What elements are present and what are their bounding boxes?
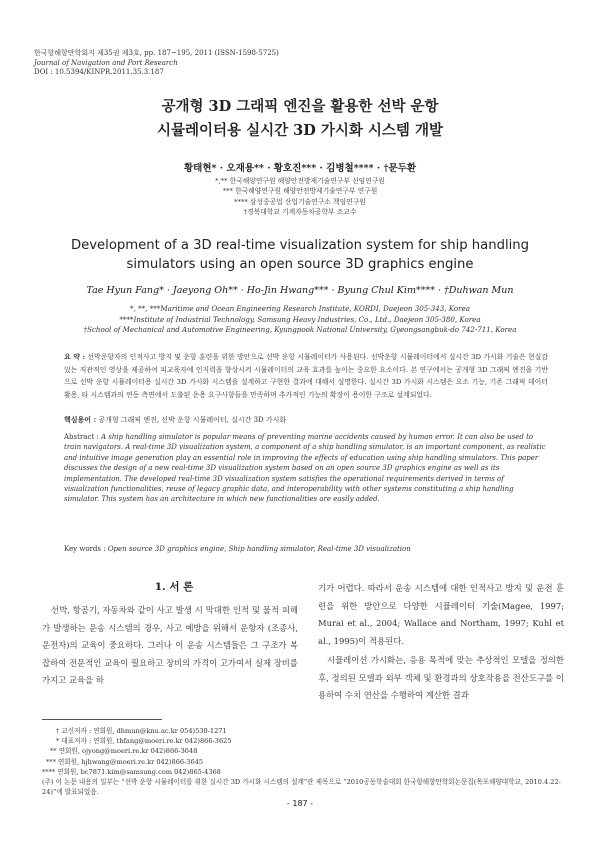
- page-number: - 187 -: [286, 799, 314, 808]
- footnotes: [42, 726, 562, 797]
- footnote: * 대표저자 : 연회원, thfang@moeri.re.kr 042)866-3625: [56, 737, 232, 746]
- footnote-divider: [42, 719, 162, 720]
- footnote: ** 연회원, ojyong@moeri.re.kr 042)866-3648: [50, 747, 198, 756]
- abstract-ko: [64, 351, 548, 401]
- keywords-ko-label: 핵심용어 :: [64, 415, 97, 424]
- affiliation-ko: *,** 한국해양연구원 해양안전방제기술연구부 선임연구원: [215, 177, 385, 185]
- abstract-en-label: Abstract :: [64, 433, 99, 441]
- keywords-en: [64, 545, 411, 553]
- affiliations-ko: [0, 176, 600, 217]
- affiliation-ko: *** 한국해양연구원 해양안전방제기술연구부 연구원: [222, 187, 378, 196]
- keywords-en-label: Key words :: [64, 545, 106, 553]
- title-en-line1: Development of a 3D real-time visualization system for ship handling: [70, 238, 530, 253]
- journal-citation: 한국항해항만학회지 제35권 제3호, pp. 187~195, 2011 (ISSN-1598-5725): [34, 49, 279, 57]
- footnote: *** 연회원, hjhwang@moeri.re.kr 042)866-3645: [46, 757, 204, 766]
- affiliation-en: ****Institute of Industrial Technology, Samsung Heavy Industries, Co., Ltd., Daejeon 305-380, Korea: [119, 314, 481, 324]
- body-right-paragraph-1: 기가 어렵다. 따라서 운송 시스템에 대한 인적사고 방지 및 운전 훈련을 위한 방안으로 다양한 시뮬레이터 기술(Magee, 1997; Murai et al., 2004; Wallace and Northam, 1997; Kuhl et al., 1995)이 적용된다.: [318, 583, 564, 646]
- footnote: **** 연회원, bc7871.kim@samsung.com 042)865-4368: [42, 767, 221, 776]
- affiliation-en: *, **, ***Maritime and Ocean Engineering Research Institute, KORDI, Daejeon 305-343, Korea: [130, 304, 470, 313]
- abstract-en: [64, 432, 548, 505]
- abstract-en-text: A ship handling simulator is popular means of preventing marine accidents caused by human error. It can also be used to train navigators. A real-time 3D visualization system, a component of a ship handling simulator, is an important component, as realistic and intuitive image generation play an essential role in improving the effects of education using ship handling simulators. This paper discusses the design of a new real-time 3D visualization system based on an open source 3D graphics engine as well as its implementation. The developed real-time 3D visualization system satisfies the operational requirements derived in terms of visualization functionalities, reuse of legacy graphic data, and interoperability with other systems constituting a ship handling simulator. This system has an architecture in which new functionalities are easily added.: [64, 433, 546, 504]
- title-en-line2: simulators using an open source 3D graphics engine: [126, 257, 474, 272]
- body-left-paragraph: 선박, 항공기, 자동차와 같이 사고 발생 시 막대한 인적 및 물적 피해가 발생하는 운송 시스템의 경우, 사고 예방을 위해서 운항자 (조종사, 운전자)의 교육이 중요하다. 그러나 이 운송 시스템들은 그 구조가 복잡하여 전문적인 교육이 필요하고 장비의 가격이 고가여서 실제 장비를 가지고 교육을 하: [42, 605, 298, 686]
- doi: DOI : 10.5394/KINPR.2011.35.3.187: [34, 68, 164, 76]
- body-right-paragraph-2: 시뮬레이션 가시화는, 응용 목적에 맞는 추상적인 모델을 정의한 후, 정의된 모델과 외부 객체 및 환경과의 상호작용을 전산도구를 이용하여 수치 연산을 수행하여 계산한 결과: [318, 655, 564, 701]
- keywords-ko: [64, 415, 286, 425]
- footnote: † 교신저자 : 연회원, dhmun@knu.ac.kr 054)530-1271: [56, 727, 227, 735]
- affiliation-ko: †경북대학교 기계자동차공학부 조교수: [243, 207, 357, 216]
- abstract-ko-text: 선박운항자의 인적사고 방지 및 운항 훈련을 위한 방안으로 선박 운항 시뮬레이터가 사용된다. 선박운항 시뮬레이터에서 실시간 3D 가시화 기술은 현실감 있는 직관적인 영상을 제공하여 피교육자에 인지력을 향상시켜 시뮬레이터의 교육 효과를 높이는 중요한 요소이다. 본 연구에서는 공개형 3D 그래픽 엔진을 기반으로 선박 운항 시뮬레이터용 실시간 3D 가시화 시스템을 설계하고 구현한 결과에 대해서 설명한다. 실시간 3D 가시화 시스템은 요소 기능, 기존 그래픽 데이터 활용, 타 시스템과의 연동 측면에서 도출된 운용 요구사항들을 만족하며 추가적인 기능의 확장이 용이한 구조로 설계되었다.: [64, 353, 548, 399]
- affiliations-en: [0, 304, 600, 336]
- authors-ko: 황태현* · 오재용** · 황호진*** · 김병철**** · †문두환: [184, 163, 416, 174]
- title-ko-line2: 시뮬레이터용 실시간 3D 가시화 시스템 개발: [156, 122, 444, 139]
- keywords-ko-text: 공개형 그래픽 엔진, 선박 운항 시뮬레이터, 실시간 3D 가시화: [98, 416, 287, 424]
- abstract-ko-label: 요 약 :: [64, 353, 85, 361]
- affiliation-en: †School of Mechanical and Automotive Engineering, Kyungpook National University, Gyeongsangbuk-do 742-711, Korea: [83, 325, 517, 335]
- keywords-en-text: Open source 3D graphics engine, Ship handling simulator, Real-time 3D visualization: [107, 545, 411, 553]
- section-heading: 1. 서 론: [154, 581, 194, 593]
- journal-name: Journal of Navigation and Port Research: [34, 58, 178, 67]
- journal-header: [34, 49, 279, 78]
- title-ko-line1: 공개형 3D 그래픽 엔진을 활용한 선박 운항: [161, 98, 439, 115]
- footnote: (주) 이 논문 내용의 일부는 “선박 운항 시뮬레이터를 위한 실시간 3D 가시화 시스템의 설계”란 제목으로 “2010공동학술대회 한국항해항만학회논문집(목포해양대학교, 2010.4.22-24)”에 발표되었음.: [42, 778, 561, 797]
- authors-en: Tae Hyun Fang* · Jaeyong Oh** · Ho-Jin Hwang*** · Byung Chul Kim**** · †Duhwan Mun: [86, 285, 514, 296]
- affiliation-ko: **** 삼성중공업 산업기술연구소 책임연구원: [234, 197, 366, 206]
